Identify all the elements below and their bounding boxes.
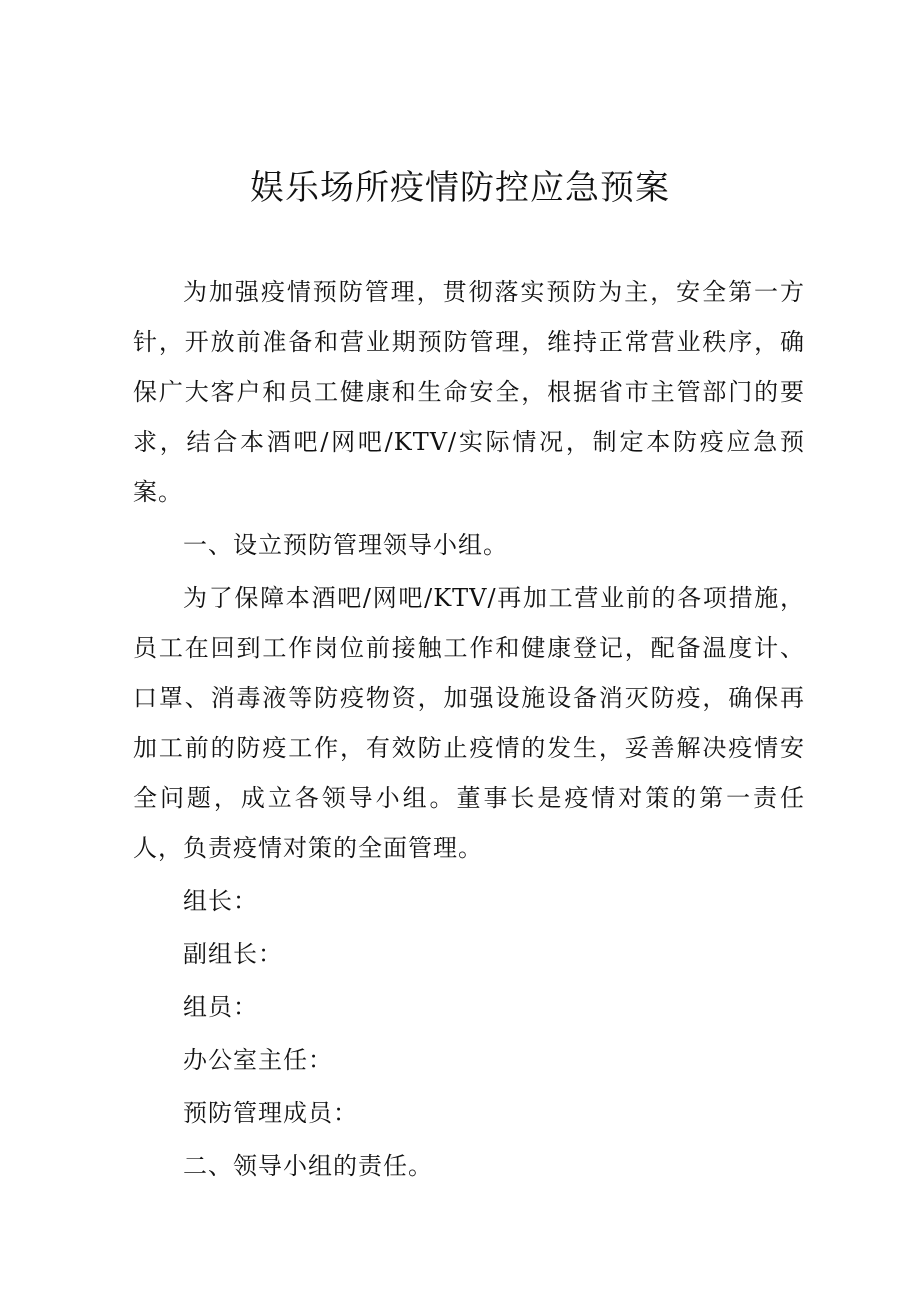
section-one-heading: 一、设立预防管理领导小组。 (183, 531, 508, 559)
section-one-paragraph: 为了保障本酒吧/网吧/KTV/再加工营业前的各项措施，员工在回到工作岗位前接触工作和健康登记，配备温度计、口罩、消毒液等防疫物资，加强设施设备消灭防疫，确保再加工前的防疫工作，有效防止疫情的发生，妥善解决疫情安全问题，成立各领导小组。董事长是疫情对策的第一责任人，负责疫情对策的全面管理。 (133, 584, 805, 862)
document-title: 娱乐场所疫情防控应急预案 (250, 168, 670, 208)
role-deputy-leader: 副组长： (183, 940, 283, 968)
role-member: 组员： (183, 993, 258, 1021)
role-prevention-staff: 预防管理成员： (183, 1099, 358, 1127)
document-body (133, 267, 805, 1191)
section-two-heading: 二、领导小组的责任。 (183, 1152, 433, 1180)
role-office-director: 办公室主任： (183, 1046, 333, 1074)
intro-paragraph: 为加强疫情预防管理，贯彻落实预防为主，安全第一方针，开放前准备和营业期预防管理，维持正常营业秩序，确保广大客户和员工健康和生命安全，根据省市主管部门的要求，结合本酒吧/网吧/KTV/实际情况，制定本防疫应急预案。 (133, 278, 805, 506)
role-leader: 组长： (183, 887, 258, 915)
